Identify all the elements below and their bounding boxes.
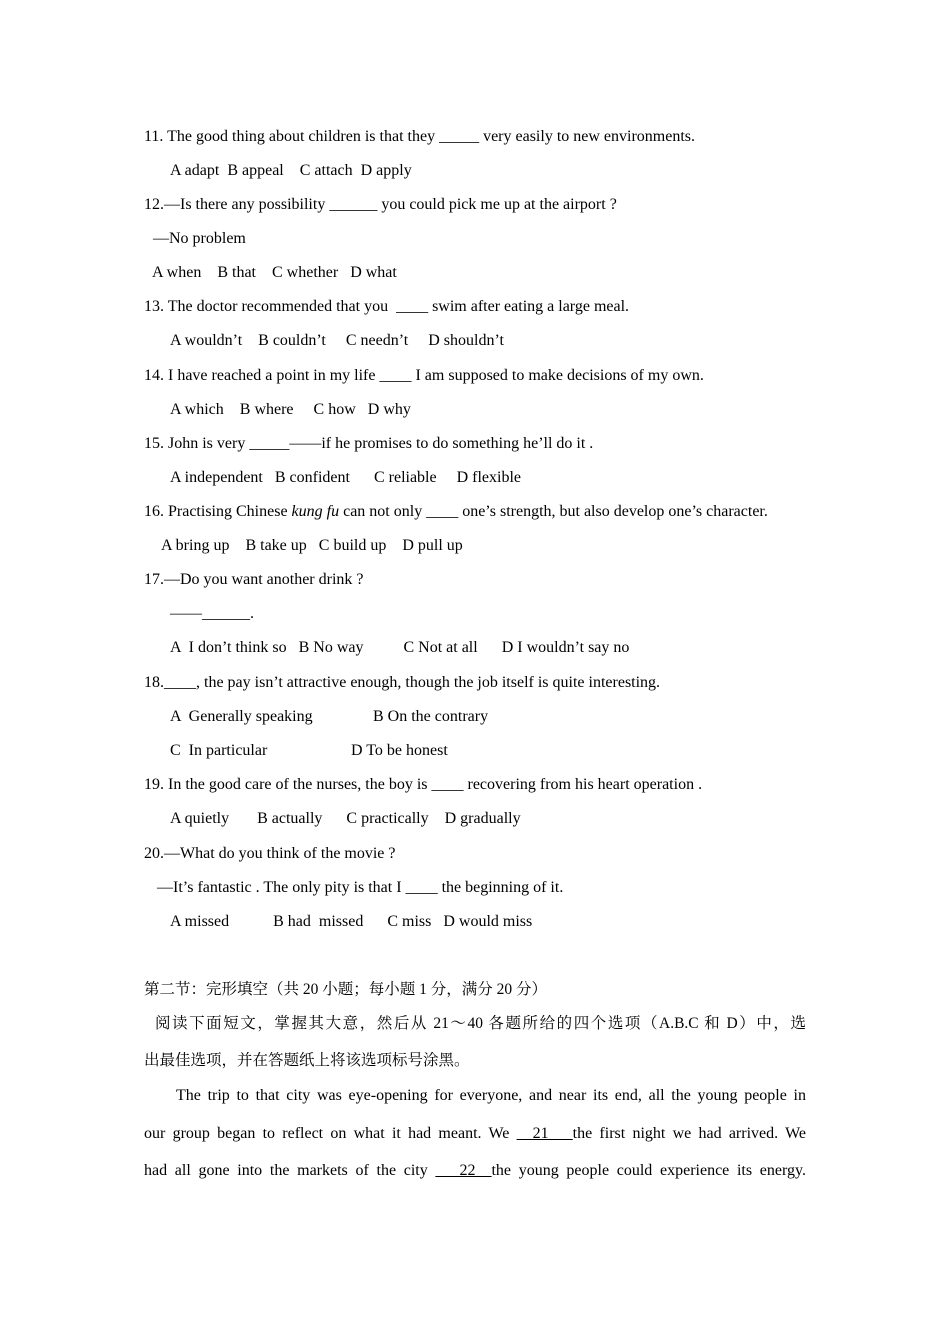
answer-blank: ______ xyxy=(329,196,378,213)
question-11-stem xyxy=(144,127,695,147)
stem-text: I am supposed to make decisions of my own. xyxy=(411,367,704,384)
stem-text: you could pick me up at the airport ? xyxy=(377,196,617,213)
answer-blank: ____ xyxy=(405,879,438,896)
question-18-option-a: A Generally speaking xyxy=(170,708,313,725)
stem-text: , the pay isn’t attractive enough, though the job itself is quite interesting. xyxy=(196,674,661,691)
stem-text: can not only xyxy=(339,503,427,520)
stem-text: 11. The good thing about children is that they xyxy=(144,128,440,145)
question-18-option-c: C In particular xyxy=(170,742,268,759)
answer-blank: ____ xyxy=(396,298,429,315)
section-2-instruction-line-1: 阅读下面短文，掌握其大意，然后从 21～40 各题所给的四个选项（A.B.C 和 D）中，选 xyxy=(155,1015,806,1032)
answer-blank: _____ xyxy=(439,128,480,145)
answer-blank: _____ xyxy=(249,435,290,452)
question-19-options: A quietly B actually C practically D gradually xyxy=(170,810,521,827)
passage-text: the young people could experience its energy. xyxy=(491,1162,806,1179)
stem-text: 18. xyxy=(144,674,164,691)
question-17-reply xyxy=(170,604,254,624)
reply-text: —It’s fantastic . The only pity is that I xyxy=(157,879,406,896)
stem-text: 14. I have reached a point in my life xyxy=(144,367,380,384)
reply-text: the beginning of it. xyxy=(437,879,564,896)
question-16-options: A bring up B take up C build up D pull up xyxy=(161,537,463,554)
question-18-option-d: D To be honest xyxy=(351,742,448,759)
blank-21: __21___ xyxy=(516,1125,573,1142)
question-15-options: A independent B confident C reliable D flexible xyxy=(170,469,522,486)
answer-blank: ____ xyxy=(379,367,412,384)
answer-blank: ____ xyxy=(164,674,196,691)
answer-blank: ______ xyxy=(202,605,250,622)
question-20-options: A missed B had missed C miss D would miss xyxy=(170,913,533,930)
passage-line-2 xyxy=(144,1124,806,1144)
question-12-reply: —No problem xyxy=(153,230,246,247)
passage-line-1: The trip to that city was eye-opening for everyone, and near its end, all the young people in xyxy=(176,1087,806,1104)
stem-text: 15. John is very xyxy=(144,435,250,452)
section-2-title: 第二节：完形填空（共 20 小题；每小题 1 分，满分 20 分） xyxy=(144,981,548,998)
question-16-stem xyxy=(144,502,768,522)
stem-text: 12.—Is there any possibility xyxy=(144,196,330,213)
question-18-option-b: B On the contrary xyxy=(373,708,489,725)
answer-blank: ____ xyxy=(431,776,464,793)
question-12-stem xyxy=(144,195,617,215)
stem-text: recovering from his heart operation . xyxy=(463,776,703,793)
blank-22: ___22__ xyxy=(435,1162,492,1179)
question-15-stem xyxy=(144,434,593,454)
stem-text: very easily to new environments. xyxy=(479,128,696,145)
stem-text: swim after eating a large meal. xyxy=(428,298,630,315)
question-11-options: A adapt B appeal C attach D apply xyxy=(170,162,412,179)
section-2-instruction-line-2: 出最佳选项，并在答题纸上将该选项标号涂黑。 xyxy=(144,1052,470,1069)
question-20-reply xyxy=(157,878,563,898)
answer-blank: ____ xyxy=(426,503,459,520)
question-18-stem xyxy=(144,673,660,693)
question-14-options: A which B where C how D why xyxy=(170,401,411,418)
question-13-stem xyxy=(144,297,629,317)
stem-text: 19. In the good care of the nurses, the boy is xyxy=(144,776,432,793)
question-19-stem xyxy=(144,775,702,795)
question-17-stem: 17.—Do you want another drink ? xyxy=(144,571,364,588)
passage-text: our group began to reflect on what it had meant. We xyxy=(144,1125,517,1142)
stem-text: 13. The doctor recommended that you xyxy=(144,298,397,315)
italic-term: kung fu xyxy=(291,503,340,520)
passage-text: the first night we had arrived. We xyxy=(572,1125,806,1142)
reply-period: . xyxy=(250,605,254,622)
stem-text: ——if he promises to do something he’ll do it . xyxy=(289,435,594,452)
reply-dash: —— xyxy=(170,605,202,622)
question-14-stem xyxy=(144,366,704,386)
stem-text: one’s strength, but also develop one’s character. xyxy=(458,503,768,520)
stem-text: 16. Practising Chinese xyxy=(144,503,292,520)
question-13-options: A wouldn’t B couldn’t C needn’t D shouldn’t xyxy=(170,332,504,349)
passage-line-3 xyxy=(144,1161,806,1181)
question-17-options: A I don’t think so B No way C Not at all D I wouldn’t say no xyxy=(170,639,630,656)
passage-text: had all gone into the markets of the city xyxy=(144,1162,436,1179)
question-20-stem: 20.—What do you think of the movie ? xyxy=(144,845,396,862)
question-12-options: A when B that C whether D what xyxy=(152,264,397,281)
